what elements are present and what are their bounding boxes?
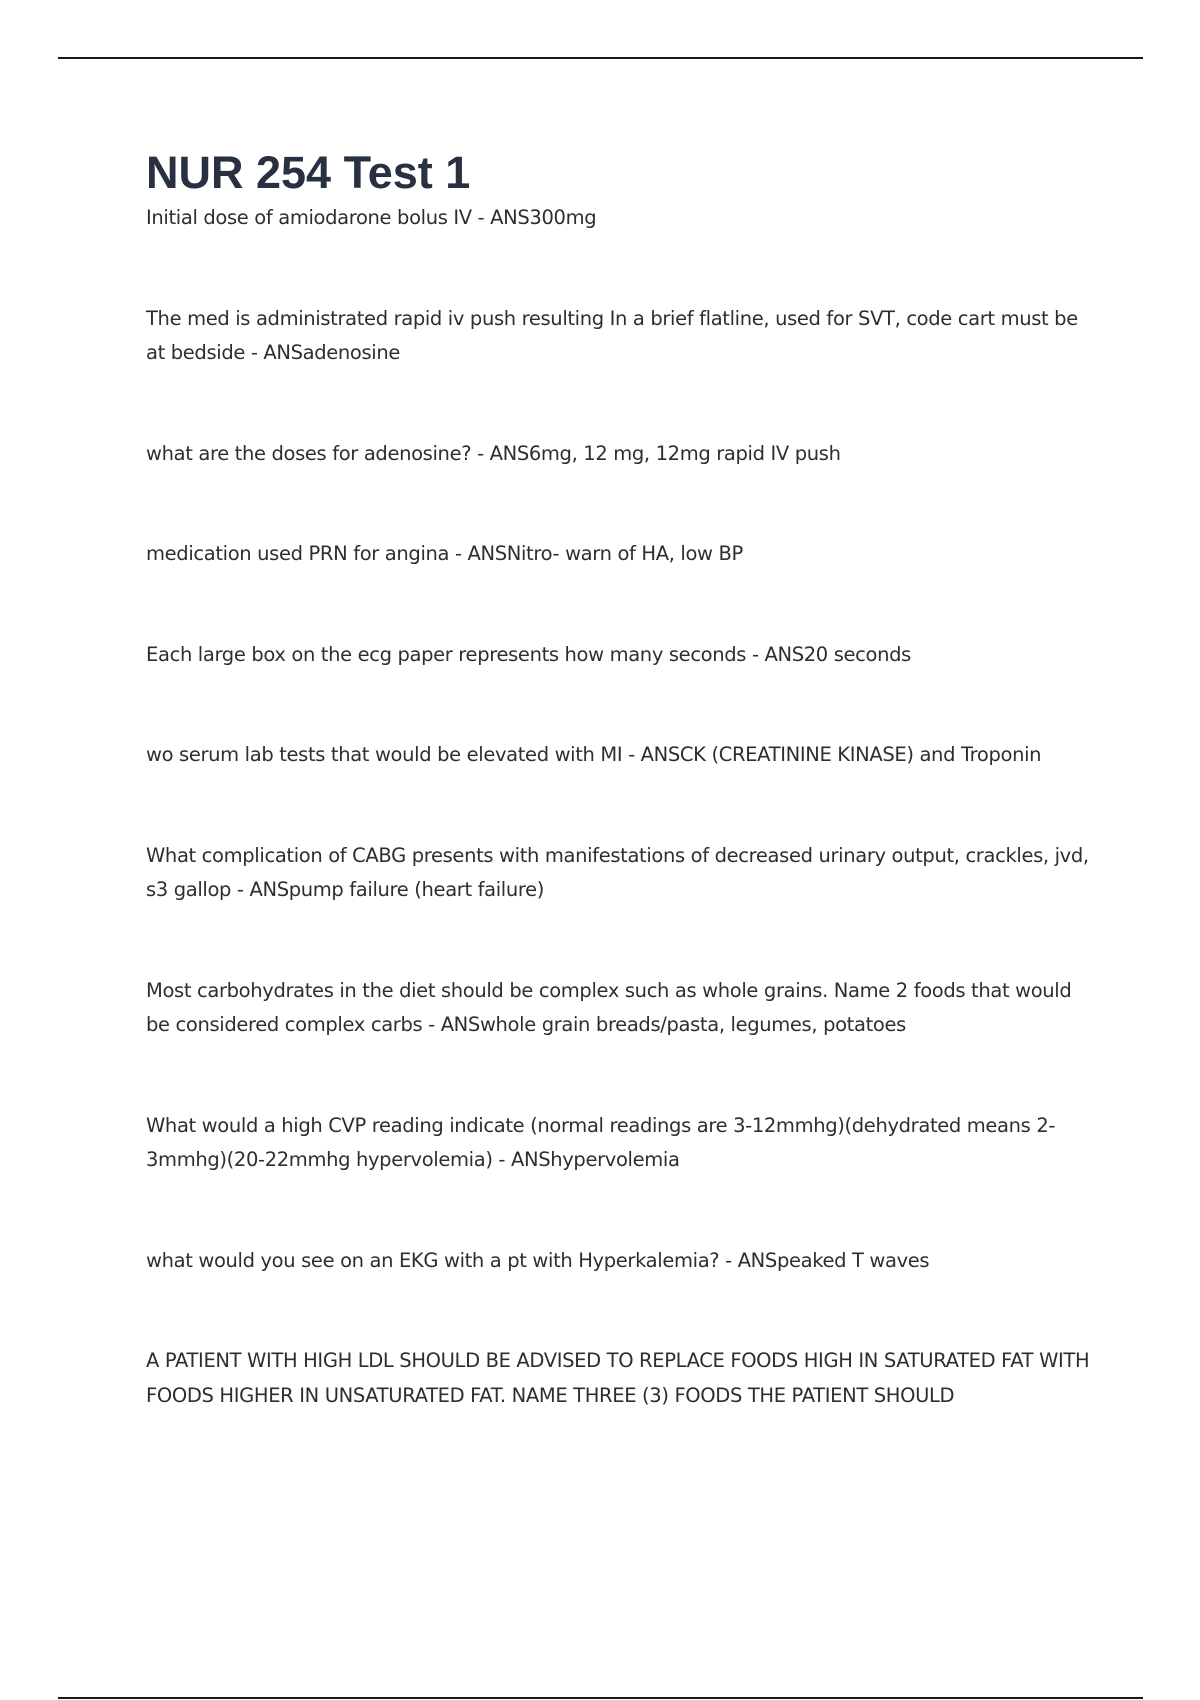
qa-item: The med is administrated rapid iv push resulting In a brief flatline, used for SVT, code cart must be at bedside - ANSadenosine — [146, 306, 1078, 364]
qa-item: Each large box on the ecg paper represents how many seconds - ANS20 seconds — [146, 642, 911, 666]
qa-list — [146, 201, 1091, 1413]
qa-item: What complication of CABG presents with manifestations of decreased urinary output, crackles, jvd, s3 gallop - ANSpump failure (heart failure) — [146, 843, 1089, 901]
qa-item: A PATIENT WITH HIGH LDL SHOULD BE ADVISED TO REPLACE FOODS HIGH IN SATURATED FAT WITH FOODS HIGHER IN UNSATURATED FAT. NAME THREE (3) FOODS THE PATIENT SHOULD — [146, 1349, 1090, 1407]
qa-item: Most carbohydrates in the diet should be complex such as whole grains. Name 2 foods that would be considered complex carbs - ANSwhole grain breads/pasta, legumes, potatoes — [146, 978, 1072, 1036]
page-title: NUR 254 Test 1 — [146, 147, 471, 198]
qa-item: what would you see on an EKG with a pt with Hyperkalemia? - ANSpeaked T waves — [146, 1248, 930, 1272]
footer-rule — [58, 1697, 1143, 1699]
qa-item: wo serum lab tests that would be elevated with MI - ANSCK (CREATININE KINASE) and Troponin — [146, 743, 1042, 766]
qa-item: What would a high CVP reading indicate (normal readings are 3-12mmhg)(dehydrated means 2-3mmhg)(20-22mmhg hypervolemia) - ANShypervolemia — [146, 1113, 1056, 1171]
qa-item: medication used PRN for angina - ANSNitro- warn of HA, low BP — [146, 542, 743, 565]
qa-item: Initial dose of amiodarone bolus IV - ANS300mg — [146, 206, 597, 229]
document-body — [146, 146, 1091, 1413]
qa-item: what are the doses for adenosine? - ANS6mg, 12 mg, 12mg rapid IV push — [146, 441, 841, 465]
header-rule — [58, 57, 1143, 59]
